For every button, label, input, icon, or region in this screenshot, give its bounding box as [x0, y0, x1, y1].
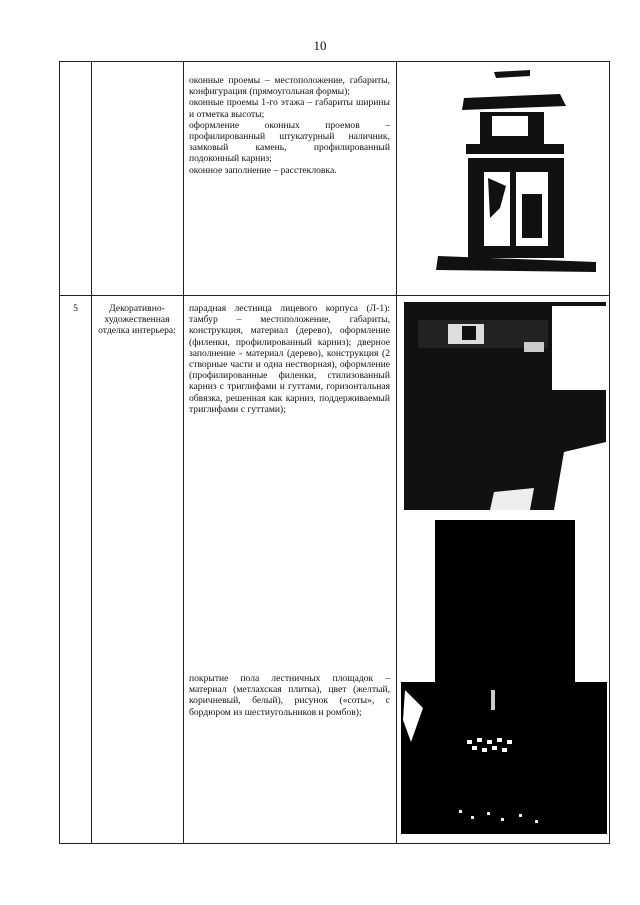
floor-tile-photo [401, 520, 607, 834]
row-number: 5 [73, 303, 78, 314]
column-divider [396, 62, 397, 843]
staircase-description: парадная лестница лицевого корпуса (Л-1): тамбур – местоположение, габариты, конструкция, материал (дерево), оформление (филенки, профилированный карниз); дверное заполнение - материал (дерево), конструкция (2 створные части и одна нестворная), оформление (профилированные филенки, стилизованный карниз с триглифами и гуттами, горизонтальная обвязка, решенная как карниз, поддерживаемый триглифами с гуттами); [189, 303, 390, 415]
continuation-description [189, 75, 390, 176]
list-item: оконное заполнение – расстекловка. [189, 164, 337, 176]
section-title: Декоративно-художественная отделка интерьера: [98, 303, 176, 337]
list-item: оформление оконных проемов – профилированный штукатурный наличник, замковый камень, профилированный подоконный карниз; [189, 119, 390, 165]
column-divider [91, 62, 92, 843]
list-item: оконные проемы 1-го этажа – габариты ширины и отметка высоты; [189, 97, 390, 120]
page-number: 10 [313, 38, 327, 53]
column-divider [183, 62, 184, 843]
protected-features-table [59, 61, 610, 844]
floor-description: покрытие пола лестничных площадок – материал (метлахская плитка), цвет (желтый, коричневый, белый), рисунок («соты», с бордюром из шестиугольников и ромбов); [189, 673, 390, 718]
window-photo [430, 68, 596, 272]
list-item: оконные проемы – местоположение, габариты, конфигурация (прямоугольная формы); [189, 75, 390, 98]
staircase-photo [404, 302, 606, 510]
row-divider [60, 295, 609, 296]
